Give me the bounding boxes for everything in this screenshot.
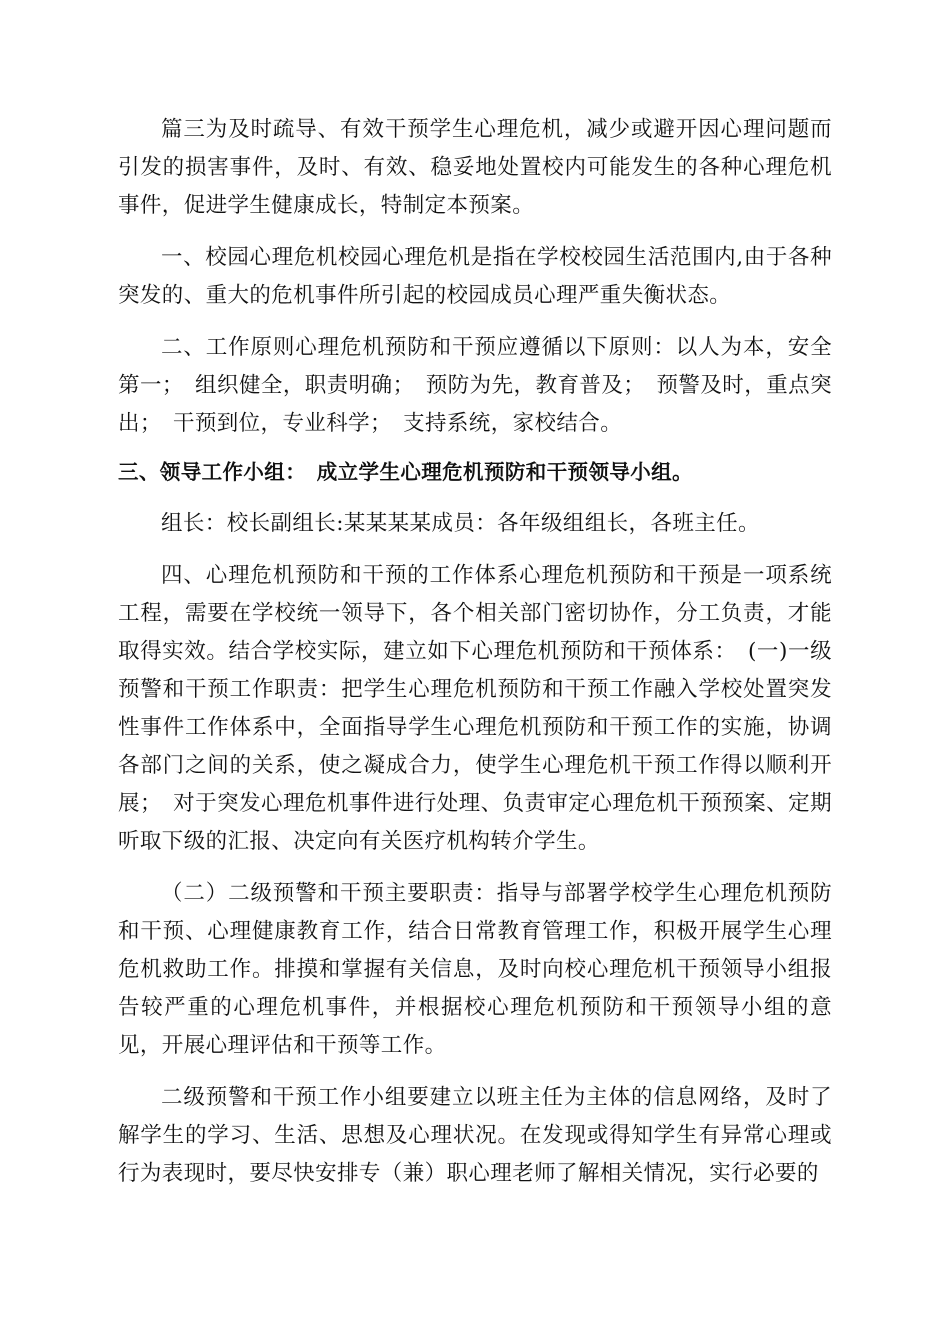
paragraph-group-members: 组长：校长副组长:某某某某成员：各年级组组长，各班主任。 <box>161 511 760 536</box>
section-heading-3: 三、领导工作小组： 成立学生心理危机预防和干预领导小组。 <box>118 460 693 484</box>
paragraph-section-2: 二、工作原则心理危机预防和干预应遵循以下原则：以人为本，安全第一； 组织健全，职责明确； 预防为先，教育普及； 预警及时，重点突出； 干预到位，专业科学； 支持系统，家校结合。 <box>118 335 832 436</box>
paragraph-intro: 篇三为及时疏导、有效干预学生心理危机，减少或避开因心理问题而引发的损害事件，及时、有效、稳妥地处置校内可能发生的各种心理危机事件，促进学生健康成长，特制定本预案。 <box>118 117 832 218</box>
document-body <box>118 111 832 1193</box>
paragraph-section-1: 一、校园心理危机校园心理危机是指在学校校园生活范围内,由于各种突发的、重大的危机事件所引起的校园成员心理严重失衡状态。 <box>118 245 832 308</box>
paragraph-level-2-team: 二级预警和干预工作小组要建立以班主任为主体的信息网络，及时了解学生的学习、生活、思想及心理状况。在发现或得知学生有异常心理或行为表现时，要尽快安排专（兼）职心理老师了解相关情况，实行必要的 <box>118 1085 832 1186</box>
paragraph-level-2: （二）二级预警和干预主要职责：指导与部署学校学生心理危机预防和干预、心理健康教育工作，结合日常教育管理工作，积极开展学生心理危机救助工作。排摸和掌握有关信息，及时向校心理危机干预领导小组报告较严重的心理危机事件，并根据校心理危机预防和干预领导小组的意见，开展心理评估和干预等工作。 <box>118 881 832 1058</box>
paragraph-section-4: 四、心理危机预防和干预的工作体系心理危机预防和干预是一项系统工程，需要在学校统一领导下，各个相关部门密切协作，分工负责，才能取得实效。结合学校实际，建立如下心理危机预防和干预体系： (一)一级预警和干预工作职责：把学生心理危机预防和干预工作融入学校处置突发性事件工作体系中，全面指导学生心理危机预防和干预工作的实施，协调各部门之间的关系，使之凝成合力，使学生心理危机干预工作得以顺利开展； 对于突发心理危机事件进行处理、负责审定心理危机干预预案、定期听取下级的汇报、决定向有关医疗机构转介学生。 <box>118 563 832 854</box>
